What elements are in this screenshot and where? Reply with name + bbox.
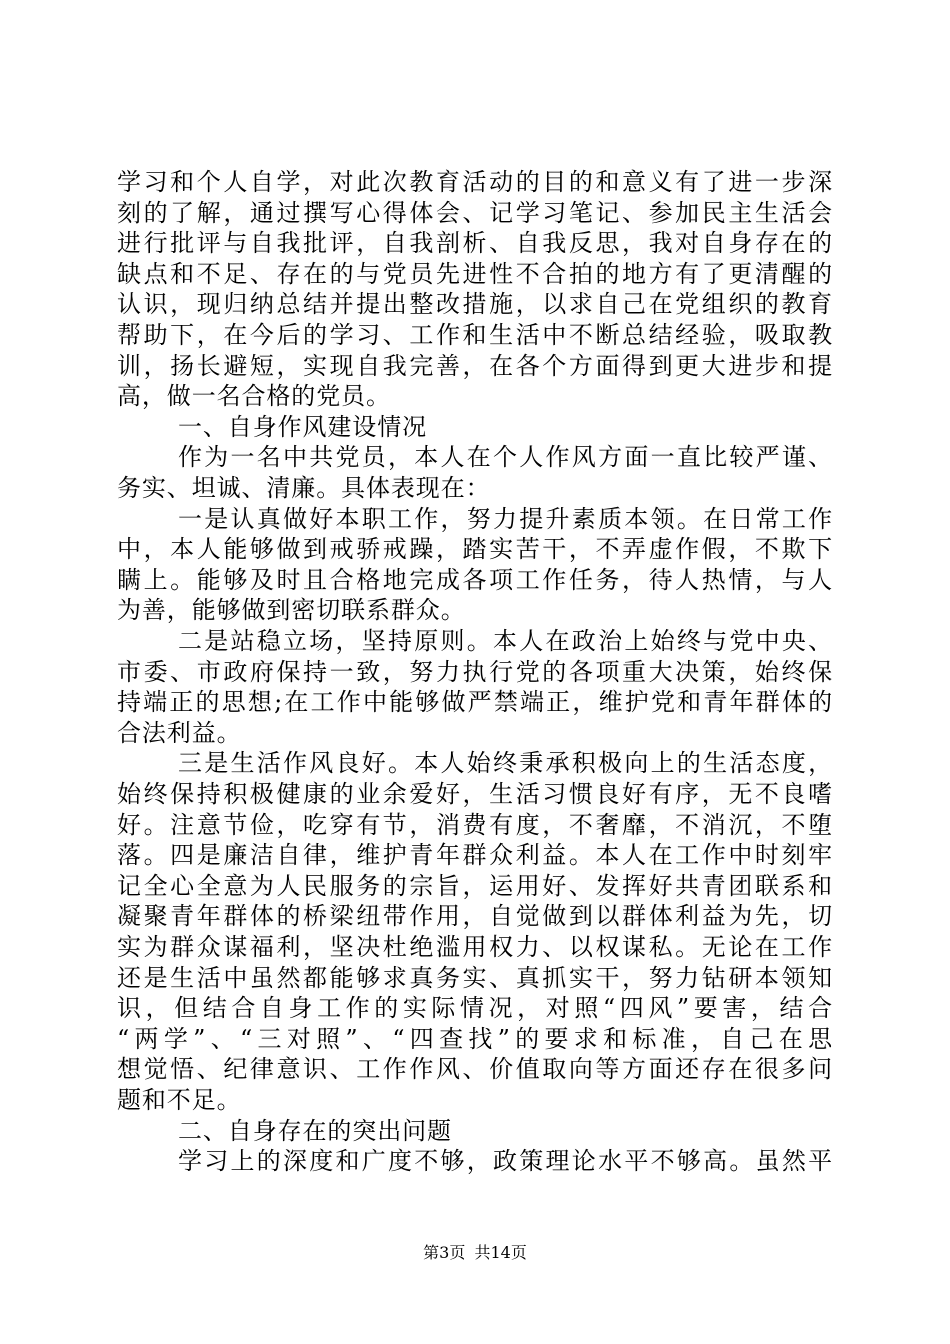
text-line: 题和不足。 <box>117 1086 242 1114</box>
text-line: 瞒上。能够及时且合格地完成各项工作任务，待人热情，与人 <box>117 565 833 594</box>
text-line: 一是认真做好本职工作，努力提升素质本领。在日常工作 <box>178 504 833 533</box>
text-line: 好。注意节俭，吃穿有节，消费有度，不奢靡，不消沉，不堕 <box>117 810 833 839</box>
text-line: “两学”、“三对照”、“四查找”的要求和标准，自己在思 <box>117 1024 833 1053</box>
text-line: 帮助下，在今后的学习、工作和生活中不断总结经验，吸取教 <box>117 321 833 349</box>
text-line: 作为一名中共党员，本人在个人作风方面一直比较严谨、 <box>178 443 833 472</box>
text-line: 高，做一名合格的党员。 <box>117 382 391 411</box>
text-line: 务实、坦诚、清廉。具体表现在： <box>117 474 491 502</box>
text-line: 落。四是廉洁自律，维护青年群众利益。本人在工作中时刻牢 <box>117 841 833 870</box>
text-line: 想觉悟、纪律意识、工作作风、价值取向等方面还存在很多问 <box>117 1055 833 1084</box>
page-total: 共14页 <box>474 1243 527 1262</box>
text-line: 实为群众谋福利，坚决杜绝滥用权力、以权谋私。无论在工作 <box>117 933 833 961</box>
text-line: 缺点和不足、存在的与党员先进性不合拍的地方有了更清醒的 <box>117 259 833 288</box>
text-line: 学习和个人自学，对此次教育活动的目的和意义有了进一步深 <box>117 168 833 196</box>
page-footer <box>0 1242 950 1264</box>
section-heading: 二、自身存在的突出问题 <box>178 1116 452 1145</box>
text-line: 还是生活中虽然都能够求真务实、真抓实干，努力钻研本领知 <box>117 963 833 992</box>
text-line: 记全心全意为人民服务的宗旨，运用好、发挥好共青团联系和 <box>117 871 833 900</box>
page-number: 第3页 <box>423 1243 466 1262</box>
text-line: 市委、市政府保持一致，努力执行党的各项重大决策，始终保 <box>117 657 833 686</box>
text-line: 进行批评与自我批评，自我剖析、自我反思，我对自身存在的 <box>117 229 833 258</box>
text-line: 学习上的深度和广度不够，政策理论水平不够高。虽然平 <box>178 1147 833 1176</box>
text-line: 凝聚青年群体的桥梁纽带作用，自觉做到以群体利益为先，切 <box>117 902 833 931</box>
text-line: 始终保持积极健康的业余爱好，生活习惯良好有序，无不良嗜 <box>117 780 833 808</box>
text-line: 中，本人能够做到戒骄戒躁，踏实苦干，不弄虚作假，不欺下 <box>117 535 833 564</box>
text-line: 三是生活作风良好。本人始终秉承积极向上的生活态度， <box>178 749 833 778</box>
text-line: 为善，能够做到密切联系群众。 <box>117 596 466 625</box>
text-line: 合法利益。 <box>117 718 242 747</box>
text-line: 持端正的思想;在工作中能够做严禁端正，维护党和青年群体的 <box>117 688 833 717</box>
text-line: 刻的了解，通过撰写心得体会、记学习笔记、参加民主生活会 <box>117 198 833 227</box>
text-line: 训，扬长避短，实现自我完善，在各个方面得到更大进步和提 <box>117 351 833 380</box>
section-heading: 一、自身作风建设情况 <box>178 412 427 441</box>
text-line: 识，但结合自身工作的实际情况，对照“四风”要害，结合 <box>117 994 833 1023</box>
text-line: 认识，现归纳总结并提出整改措施，以求自己在党组织的教育 <box>117 290 833 319</box>
text-line: 二是站稳立场，坚持原则。本人在政治上始终与党中央、 <box>178 627 833 655</box>
